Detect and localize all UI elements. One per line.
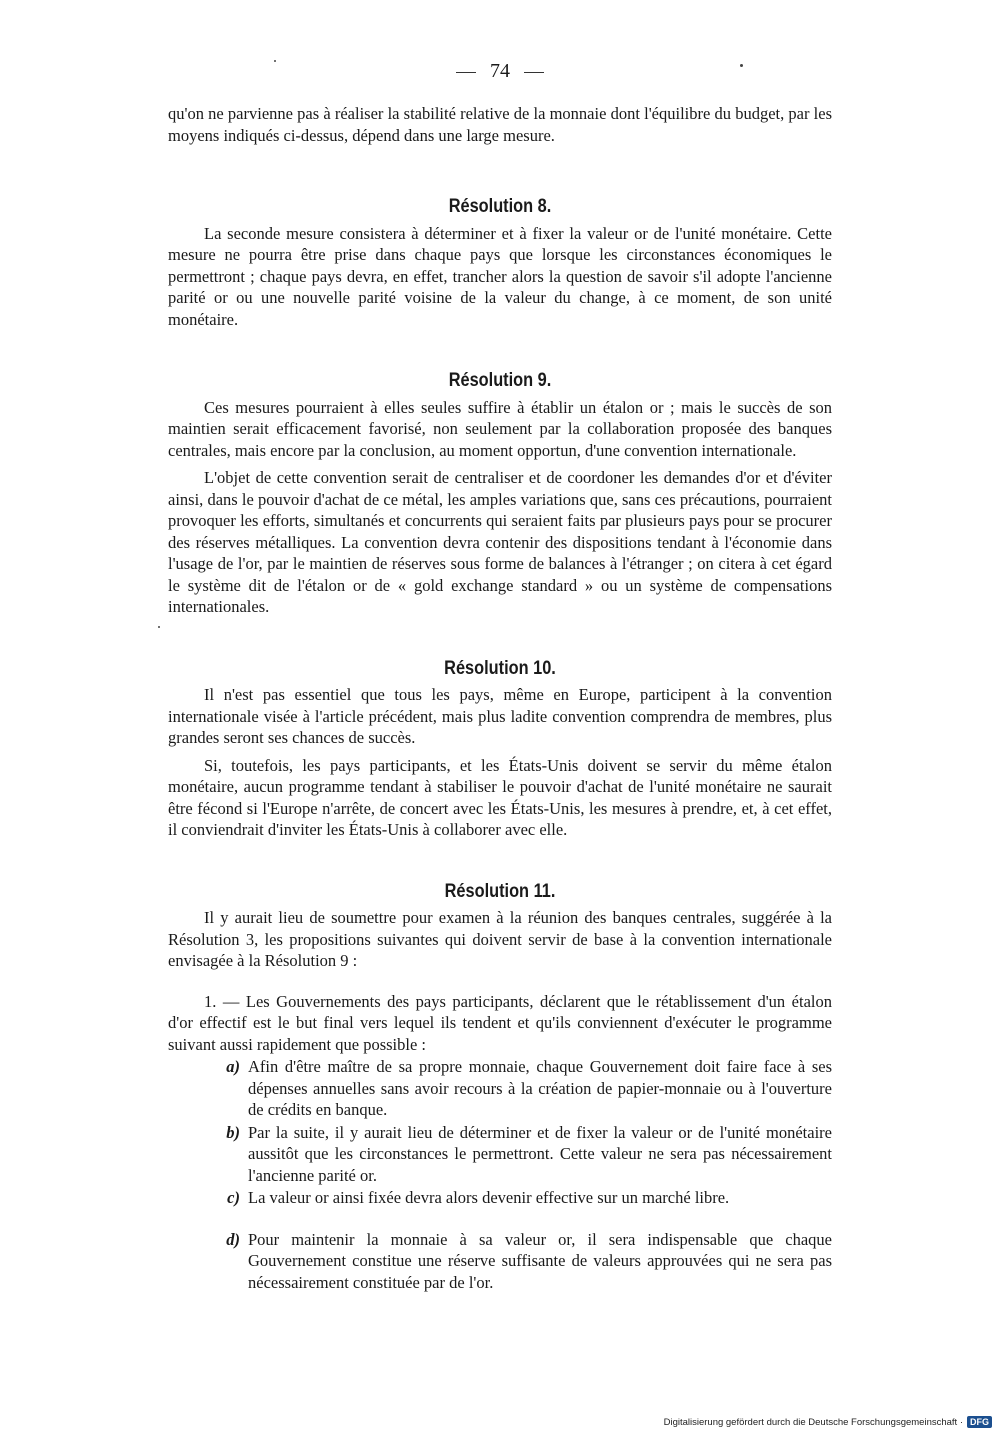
page-number (0, 60, 1000, 83)
scan-speck (158, 626, 160, 628)
resolution-9-title: Résolution 9. (448, 370, 552, 391)
list-item-letter: c) (227, 1188, 240, 1207)
page-number-text: 74 (490, 60, 510, 82)
list-item-text: Pour maintenir la monnaie à sa valeur or, il sera indispensable que chaque Gouvernement constitue une réserve suffisante de valeurs approuvées qui ne sera pas nécessairement constituée par de l'or. (248, 1229, 832, 1292)
resolution-9-paragraph-2: L'objet de cette convention serait de centraliser et de coordoner les demandes d'or et d'éviter ainsi, dans le pouvoir d'achat de ce métal, les amples variations que, sans ces précautions, pourraient provoquer les efforts, simultanés et concurrents qui seraient faits par plusieurs pays pour se procurer des réserves métalliques. La convention devra contenir des dispositions tendant à l'économie dans l'usage de l'or, par le maintien de réserves sous forme de balances à l'étranger ; on citera à cet égard le système dit de l'étalon or de « gold exchange standard » ou un système de compensations internationales. (168, 468, 832, 616)
dfg-logo-icon: DFG (967, 1416, 992, 1428)
resolution-8-paragraph: La seconde mesure consistera à déterminer et à fixer la valeur or de l'unité monétaire. Cette mesure ne pourra être prise dans chaque pays que lorsque les circonstances économiques le permettront ; chaque pays devra, en effet, trancher alors la question de savoir s'il adopte l'ancienne parité or ou une nouvelle parité voisine de la valeur du change, à ce moment, de son unité monétaire. (168, 223, 832, 329)
list-item-text: Afin d'être maître de sa propre monnaie, chaque Gouvernement doit faire face à ses dépenses annuelles sans avoir recours à la création de papier-monnaie ou à l'ouverture de crédits en banque. (248, 1057, 832, 1119)
list-item-text: La valeur or ainsi fixée devra alors devenir effective sur un marché libre. (248, 1188, 730, 1207)
footer-text: Digitalisierung gefördert durch die Deutsche Forschungsgemeinschaft · (663, 1416, 963, 1428)
document-body (168, 103, 832, 1293)
list-item-letter: b) (226, 1122, 240, 1142)
resolution-9-paragraph-1: Ces mesures pourraient à elles seules suffire à établir un étalon or ; mais le succès de son maintien serait efficacement favorisé, non seulement par la collaboration proposée des banques centrales, mais encore par la conclusion, au moment opportun, d'une convention internationale. (168, 397, 832, 460)
digitization-footer (664, 1416, 992, 1428)
list-item-b (168, 1122, 832, 1187)
resolution-11-point-1: 1. — Les Gouvernements des pays participants, déclarent que le rétablissement d'un étalon d'or effectif est le but final vers lequel ils tendent et qu'ils conviennent d'exécuter le programme suivant aussi rapidement que possible : (168, 991, 832, 1054)
resolution-8-title: Résolution 8. (448, 196, 552, 217)
list-item-d (168, 1229, 832, 1294)
list-item-letter: d) (226, 1229, 240, 1249)
intro-paragraph: qu'on ne parvienne pas à réaliser la stabilité relative de la monnaie dont l'équilibre du budget, par les moyens indiqués ci-dessus, dépend dans une large mesure. (168, 104, 832, 145)
list-item-text: Par la suite, il y aurait lieu de déterminer et de fixer la valeur or de l'unité monétaire aussitôt que les circonstances le permettront. Cette valeur ne sera pas nécessairement l'ancienne parité or. (248, 1122, 832, 1185)
resolution-10-title: Résolution 10. (444, 657, 556, 679)
resolution-10-paragraph-2: Si, toutefois, les pays participants, et les États-Unis doivent se servir du même étalon monétaire, aucun programme tendant à stabiliser le pouvoir d'achat de l'unité monétaire ne saurait être fécond si l'Europe n'arrête, de concert avec les États-Unis, les mesures à prendre, et, à cet effet, il conviendrait d'inviter les États-Unis à collaborer avec elle. (168, 755, 832, 839)
dash-right (524, 72, 544, 73)
resolution-10-paragraph-1: Il n'est pas essentiel que tous les pays, même en Europe, participent à la convention internationale visée à l'article précédent, mais plus ladite convention comprendra de membres, plus grandes seront ses chances de succès. (168, 685, 832, 747)
list-item-c (168, 1187, 832, 1209)
list-item-a (168, 1056, 832, 1121)
resolution-11-paragraph: Il y aurait lieu de soumettre pour examen à la réunion des banques centrales, suggérée à la Résolution 3, les propositions suivantes qui doivent servir de base à la convention internationale envisagée à la Résolution 9 : (168, 908, 832, 970)
resolution-11-title: Résolution 11. (444, 880, 556, 902)
list-item-letter: a) (226, 1057, 240, 1076)
dash-left (456, 72, 476, 73)
